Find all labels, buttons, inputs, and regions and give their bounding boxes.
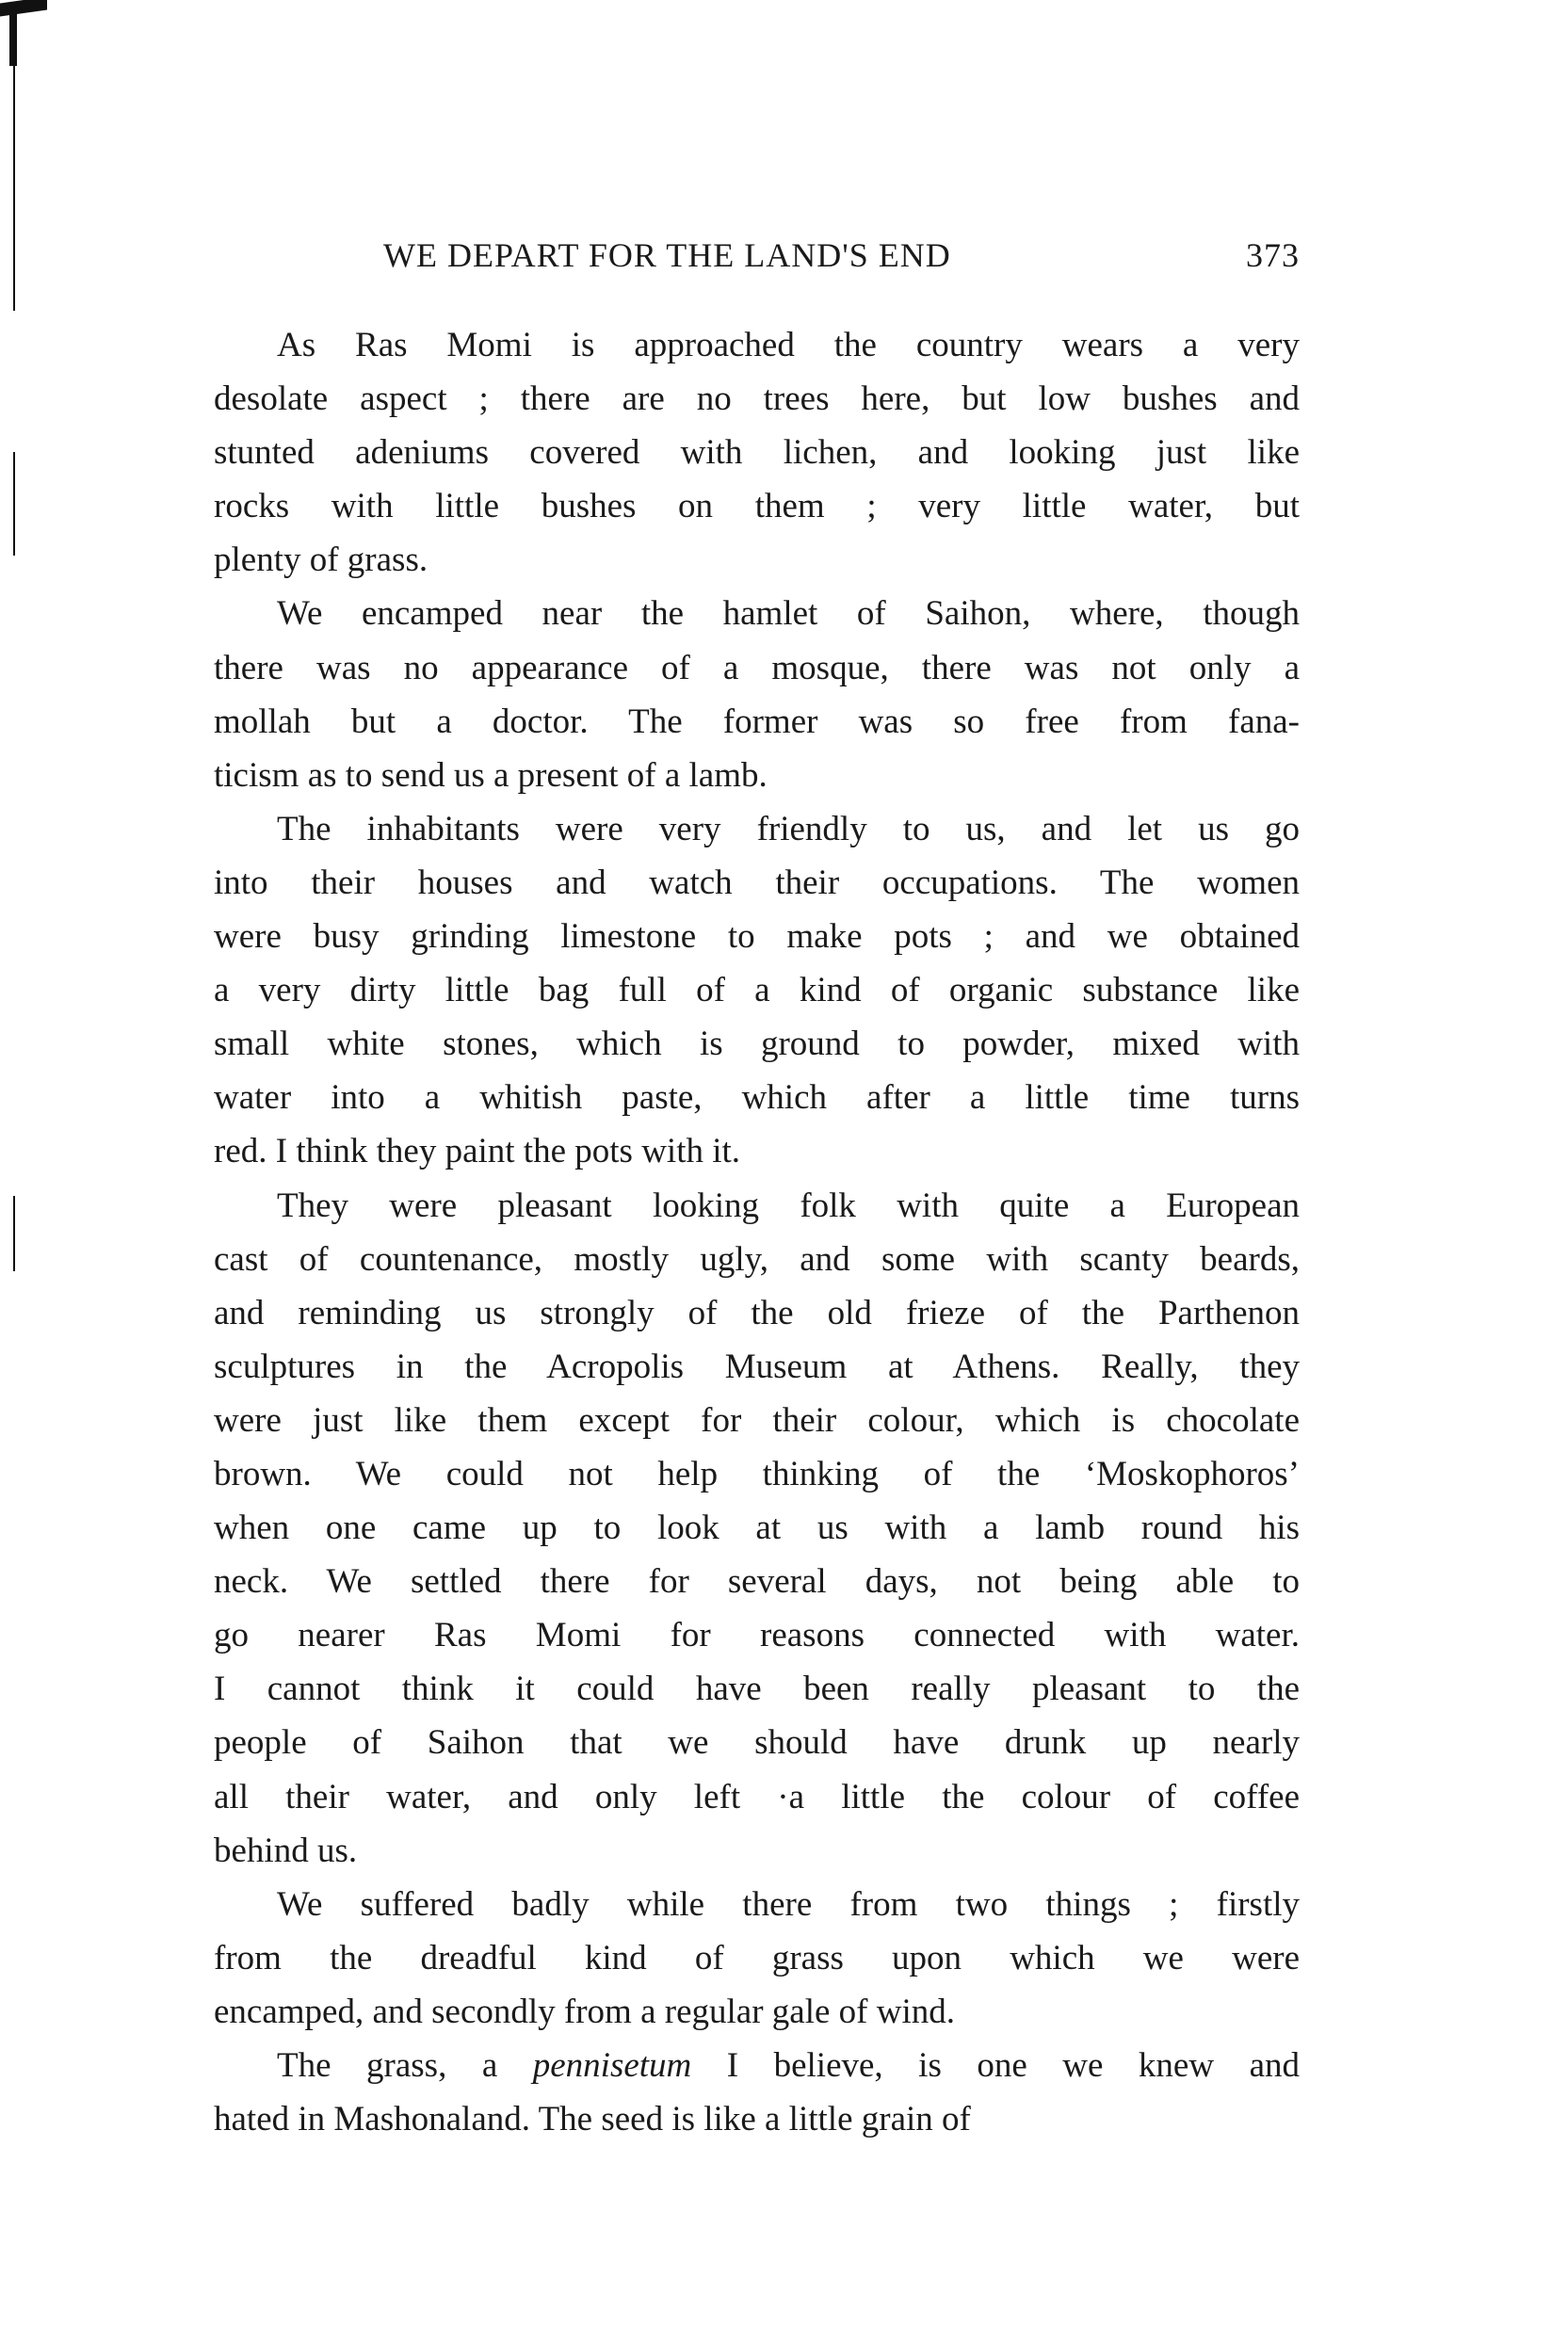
text-line: small white stones, which is ground to powder, mixed with bbox=[214, 1025, 1300, 1064]
text-line: As Ras Momi is approached the country wears a very bbox=[277, 326, 1300, 364]
page-edge-line bbox=[13, 66, 15, 311]
text-line: and reminding us strongly of the old frieze of the Parthenon bbox=[214, 1293, 1300, 1332]
text-line: behind us. bbox=[214, 1831, 358, 1870]
text-line: desolate aspect ; there are no trees here, but low bushes and bbox=[214, 379, 1300, 419]
text-line: brown. We could not help thinking of the ‘Moskophoros’ bbox=[214, 1454, 1300, 1493]
text-line: people of Saihon that we should have drunk up nearly bbox=[214, 1723, 1300, 1763]
text-line: from the dreadful kind of grass upon which we were bbox=[214, 1938, 1300, 1977]
body-text bbox=[214, 318, 1300, 2146]
text-line: We encamped near the hamlet of Saihon, where, though bbox=[277, 594, 1300, 634]
text-line: stunted adeniums covered with lichen, and looking just like bbox=[214, 433, 1300, 473]
text-line: The grass, a pennisetum I believe, is one we knew and bbox=[277, 2046, 1300, 2085]
page-edge-line bbox=[13, 452, 15, 556]
running-header bbox=[214, 235, 1300, 282]
text-line: sculptures in the Acropolis Museum at Athens. Really, they bbox=[214, 1347, 1300, 1386]
page-number: 373 bbox=[1246, 236, 1300, 274]
page-edge-line bbox=[13, 1196, 15, 1271]
text-line: ticism as to send us a present of a lamb. bbox=[214, 755, 768, 795]
text-line: neck. We settled there for several days, not being able to bbox=[214, 1562, 1300, 1602]
text-line: hated in Mashonaland. The seed is like a little grain of bbox=[214, 2100, 971, 2139]
text-line: a very dirty little bag full of a kind of organic substance like bbox=[214, 971, 1300, 1010]
text-line: encamped, and secondly from a regular gale of wind. bbox=[214, 1992, 955, 2031]
text-line: water into a whitish paste, which after a little time turns bbox=[214, 1078, 1300, 1118]
text-line: into their houses and watch their occupations. The women bbox=[214, 863, 1300, 902]
text-line: were busy grinding limestone to make pots ; and we obtained bbox=[214, 917, 1300, 957]
text-line: The inhabitants were very friendly to us, and let us go bbox=[277, 809, 1300, 848]
page-edge-mark bbox=[9, 9, 17, 66]
text-line: mollah but a doctor. The former was so free from fana- bbox=[214, 702, 1300, 741]
text-line: They were pleasant looking folk with quite a European bbox=[277, 1186, 1300, 1225]
text-line: I cannot think it could have been really pleasant to the bbox=[214, 1670, 1300, 1709]
text-line: plenty of grass. bbox=[214, 541, 428, 580]
text-line: when one came up to look at us with a lamb round his bbox=[214, 1509, 1300, 1548]
text-line: cast of countenance, mostly ugly, and some with scanty beards, bbox=[214, 1239, 1300, 1279]
text-line: were just like them except for their colour, which is chocolate bbox=[214, 1400, 1300, 1440]
running-title: WE DEPART FOR THE LAND'S END bbox=[383, 236, 951, 274]
text-line: rocks with little bushes on them ; very little water, but bbox=[214, 487, 1300, 526]
text-line: there was no appearance of a mosque, there was not only a bbox=[214, 648, 1300, 687]
page-edge-mark bbox=[0, 0, 47, 17]
text-line: go nearer Ras Momi for reasons connected with water. bbox=[214, 1616, 1300, 1655]
text-line: We suffered badly while there from two things ; firstly bbox=[277, 1884, 1300, 1924]
text-line: red. I think they paint the pots with it. bbox=[214, 1132, 741, 1171]
text-line: all their water, and only left ·a little the colour of coffee bbox=[214, 1777, 1300, 1816]
italic-term: pennisetum bbox=[532, 2046, 692, 2085]
